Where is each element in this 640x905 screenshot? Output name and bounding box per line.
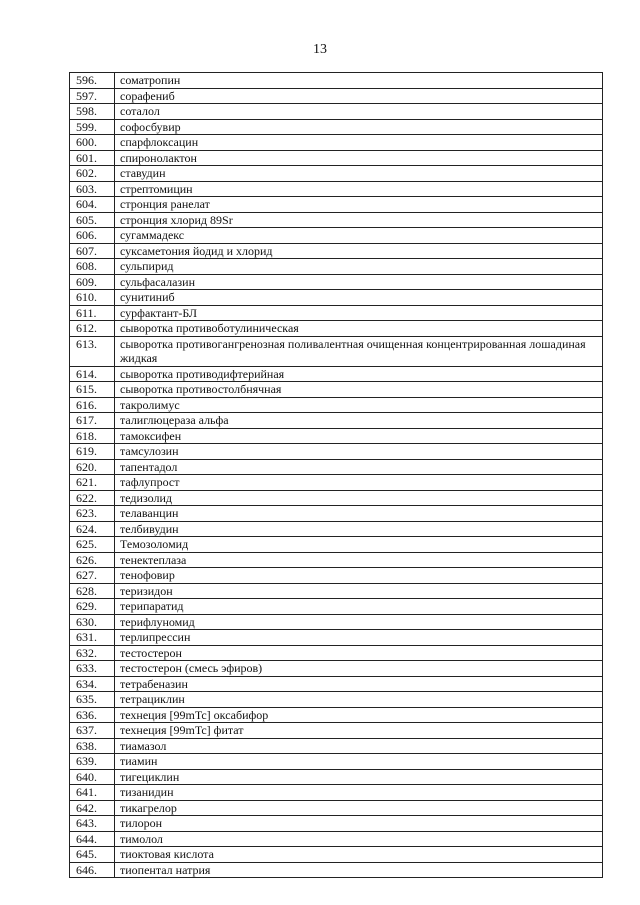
drug-name: тикагрелор bbox=[115, 800, 603, 816]
drug-name: сульфасалазин bbox=[115, 274, 603, 290]
row-number: 643. bbox=[70, 816, 115, 832]
drug-name: тимолол bbox=[115, 831, 603, 847]
drug-name: технеция [99mTc] оксабифор bbox=[115, 707, 603, 723]
row-number: 638. bbox=[70, 738, 115, 754]
row-number: 623. bbox=[70, 506, 115, 522]
drug-name: телаванцин bbox=[115, 506, 603, 522]
row-number: 627. bbox=[70, 568, 115, 584]
drug-name: талиглюцераза альфа bbox=[115, 413, 603, 429]
table-row bbox=[70, 537, 603, 553]
table-row bbox=[70, 305, 603, 321]
drug-name: технеция [99mTc] фитат bbox=[115, 723, 603, 739]
row-number: 636. bbox=[70, 707, 115, 723]
table-row bbox=[70, 692, 603, 708]
table-row bbox=[70, 397, 603, 413]
drug-name: сугаммадекс bbox=[115, 228, 603, 244]
drug-name: сыворотка противоботулиническая bbox=[115, 321, 603, 337]
row-number: 604. bbox=[70, 197, 115, 213]
row-number: 645. bbox=[70, 847, 115, 863]
row-number: 605. bbox=[70, 212, 115, 228]
drug-name: тетрациклин bbox=[115, 692, 603, 708]
row-number: 624. bbox=[70, 521, 115, 537]
drug-name: спарфлоксацин bbox=[115, 135, 603, 151]
row-number: 607. bbox=[70, 243, 115, 259]
drug-name: сурфактант-БЛ bbox=[115, 305, 603, 321]
drug-name: соталол bbox=[115, 104, 603, 120]
table-row bbox=[70, 181, 603, 197]
drug-name: Темозоломид bbox=[115, 537, 603, 553]
table-row bbox=[70, 428, 603, 444]
drug-list-body bbox=[70, 73, 603, 878]
table-row bbox=[70, 459, 603, 475]
row-number: 619. bbox=[70, 444, 115, 460]
row-number: 614. bbox=[70, 366, 115, 382]
drug-name: сыворотка противостолбнячная bbox=[115, 382, 603, 398]
table-row bbox=[70, 88, 603, 104]
drug-name: тилорон bbox=[115, 816, 603, 832]
row-number: 615. bbox=[70, 382, 115, 398]
drug-name: тиамин bbox=[115, 754, 603, 770]
row-number: 634. bbox=[70, 676, 115, 692]
row-number: 630. bbox=[70, 614, 115, 630]
table-row bbox=[70, 228, 603, 244]
row-number: 626. bbox=[70, 552, 115, 568]
drug-list-table bbox=[69, 72, 603, 878]
row-number: 597. bbox=[70, 88, 115, 104]
table-row bbox=[70, 444, 603, 460]
table-row bbox=[70, 599, 603, 615]
row-number: 610. bbox=[70, 290, 115, 306]
drug-name: такролимус bbox=[115, 397, 603, 413]
table-row bbox=[70, 723, 603, 739]
row-number: 608. bbox=[70, 259, 115, 275]
table-row bbox=[70, 274, 603, 290]
table-row bbox=[70, 707, 603, 723]
table-row bbox=[70, 816, 603, 832]
table-row bbox=[70, 413, 603, 429]
drug-name: тенофовир bbox=[115, 568, 603, 584]
row-number: 646. bbox=[70, 862, 115, 878]
table-row bbox=[70, 321, 603, 337]
table-row bbox=[70, 676, 603, 692]
drug-name: тамоксифен bbox=[115, 428, 603, 444]
drug-name: тигециклин bbox=[115, 769, 603, 785]
table-row bbox=[70, 150, 603, 166]
table-row bbox=[70, 475, 603, 491]
drug-name: тафлупрост bbox=[115, 475, 603, 491]
row-number: 625. bbox=[70, 537, 115, 553]
table-row bbox=[70, 259, 603, 275]
drug-name: сульпирид bbox=[115, 259, 603, 275]
row-number: 621. bbox=[70, 475, 115, 491]
row-number: 629. bbox=[70, 599, 115, 615]
row-number: 642. bbox=[70, 800, 115, 816]
table-row bbox=[70, 119, 603, 135]
row-number: 628. bbox=[70, 583, 115, 599]
row-number: 612. bbox=[70, 321, 115, 337]
row-number: 596. bbox=[70, 73, 115, 89]
table-row bbox=[70, 366, 603, 382]
table-row bbox=[70, 630, 603, 646]
row-number: 600. bbox=[70, 135, 115, 151]
row-number: 631. bbox=[70, 630, 115, 646]
table-row bbox=[70, 614, 603, 630]
table-row bbox=[70, 490, 603, 506]
drug-name: соматропин bbox=[115, 73, 603, 89]
row-number: 599. bbox=[70, 119, 115, 135]
row-number: 632. bbox=[70, 645, 115, 661]
drug-name: сыворотка противогангренозная поливалентная очищенная концентрированная лошадиная жидкая bbox=[115, 336, 603, 366]
drug-name: тетрабеназин bbox=[115, 676, 603, 692]
drug-name: стрептомицин bbox=[115, 181, 603, 197]
drug-name: тиопентал натрия bbox=[115, 862, 603, 878]
table-row bbox=[70, 336, 603, 366]
row-number: 622. bbox=[70, 490, 115, 506]
drug-name: тестостерон (смесь эфиров) bbox=[115, 661, 603, 677]
table-row bbox=[70, 197, 603, 213]
drug-name: тамсулозин bbox=[115, 444, 603, 460]
row-number: 611. bbox=[70, 305, 115, 321]
drug-name: терлипрессин bbox=[115, 630, 603, 646]
drug-name: теризидон bbox=[115, 583, 603, 599]
row-number: 640. bbox=[70, 769, 115, 785]
table-row bbox=[70, 506, 603, 522]
table-row bbox=[70, 769, 603, 785]
drug-name: сунитиниб bbox=[115, 290, 603, 306]
drug-name: терипаратид bbox=[115, 599, 603, 615]
table-row bbox=[70, 73, 603, 89]
row-number: 620. bbox=[70, 459, 115, 475]
table-row bbox=[70, 847, 603, 863]
drug-name: ставудин bbox=[115, 166, 603, 182]
drug-name: тенектеплаза bbox=[115, 552, 603, 568]
row-number: 635. bbox=[70, 692, 115, 708]
table-row bbox=[70, 104, 603, 120]
table-row bbox=[70, 831, 603, 847]
table-row bbox=[70, 521, 603, 537]
drug-name: тестостерон bbox=[115, 645, 603, 661]
drug-name: тиоктовая кислота bbox=[115, 847, 603, 863]
table-row bbox=[70, 583, 603, 599]
table-row bbox=[70, 785, 603, 801]
drug-name: тапентадол bbox=[115, 459, 603, 475]
table-row bbox=[70, 568, 603, 584]
row-number: 617. bbox=[70, 413, 115, 429]
row-number: 603. bbox=[70, 181, 115, 197]
drug-name: суксаметония йодид и хлорид bbox=[115, 243, 603, 259]
table-row bbox=[70, 800, 603, 816]
row-number: 606. bbox=[70, 228, 115, 244]
row-number: 598. bbox=[70, 104, 115, 120]
table-row bbox=[70, 862, 603, 878]
drug-name: сыворотка противодифтерийная bbox=[115, 366, 603, 382]
row-number: 637. bbox=[70, 723, 115, 739]
drug-name: софосбувир bbox=[115, 119, 603, 135]
row-number: 609. bbox=[70, 274, 115, 290]
table-row bbox=[70, 754, 603, 770]
table-row bbox=[70, 382, 603, 398]
table-row bbox=[70, 661, 603, 677]
row-number: 601. bbox=[70, 150, 115, 166]
row-number: 616. bbox=[70, 397, 115, 413]
table-row bbox=[70, 135, 603, 151]
drug-name: стронция ранелат bbox=[115, 197, 603, 213]
table-row bbox=[70, 212, 603, 228]
drug-name: сорафениб bbox=[115, 88, 603, 104]
row-number: 602. bbox=[70, 166, 115, 182]
table-row bbox=[70, 552, 603, 568]
row-number: 613. bbox=[70, 336, 115, 366]
row-number: 639. bbox=[70, 754, 115, 770]
row-number: 641. bbox=[70, 785, 115, 801]
row-number: 633. bbox=[70, 661, 115, 677]
row-number: 644. bbox=[70, 831, 115, 847]
drug-name: тизанидин bbox=[115, 785, 603, 801]
drug-name: тедизолид bbox=[115, 490, 603, 506]
drug-name: спиронолактон bbox=[115, 150, 603, 166]
table-row bbox=[70, 738, 603, 754]
row-number: 618. bbox=[70, 428, 115, 444]
drug-name: стронция хлорид 89Sr bbox=[115, 212, 603, 228]
table-row bbox=[70, 290, 603, 306]
table-row bbox=[70, 166, 603, 182]
page-number: 13 bbox=[313, 42, 327, 57]
drug-name: терифлуномид bbox=[115, 614, 603, 630]
drug-name: тиамазол bbox=[115, 738, 603, 754]
table-row bbox=[70, 645, 603, 661]
table-row bbox=[70, 243, 603, 259]
drug-name: телбивудин bbox=[115, 521, 603, 537]
